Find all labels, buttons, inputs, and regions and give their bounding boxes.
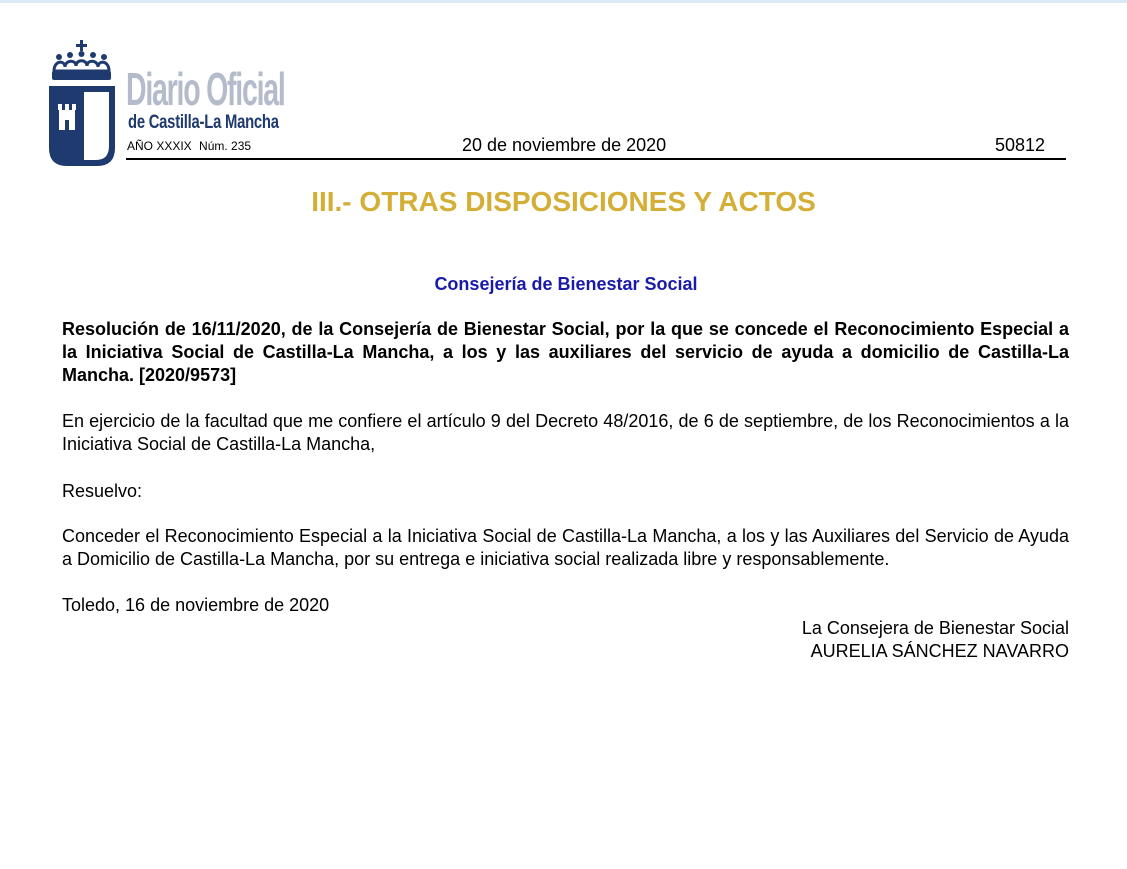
signer-position: La Consejera de Bienestar Social: [801, 618, 1069, 638]
publication-date: 20 de noviembre de 2020: [462, 135, 667, 155]
logo-title: Diario Oficial: [126, 63, 285, 115]
resolution-title: Resolución de 16/11/2020, de la Consejería de Bienestar Social, por la que se concede el Reconocimiento Especial a la Iniciativa Social de Castilla-La Mancha, a los y las auxiliares del servicio de ayuda a domicilio de Castilla-La Mancha. [2020/9573]: [62, 319, 1069, 385]
logo-subtitle: de Castilla-La Mancha: [128, 112, 279, 133]
signer-name: AURELIA SÁNCHEZ NAVARRO: [810, 641, 1069, 661]
place-date: Toledo, 16 de noviembre de 2020: [62, 595, 330, 615]
header-rule: [126, 158, 1066, 160]
signature-block: [600, 617, 1069, 663]
issue-number: Núm. 235: [199, 139, 252, 153]
decision-paragraph: Conceder el Reconocimiento Especial a la Iniciativa Social de Castilla-La Mancha, a los y las Auxiliares del Servicio de Ayuda a Domicilio de Castilla-La Mancha, por su entrega e iniciativa social realizada libre y responsablemente.: [62, 526, 1069, 569]
coat-of-arms-icon: [46, 40, 118, 168]
issue-info: [127, 139, 255, 153]
page-number: 50812: [995, 135, 1046, 155]
resuelvo-label: Resuelvo:: [62, 481, 143, 501]
intro-paragraph: En ejercicio de la facultad que me confiere el artículo 9 del Decreto 48/2016, de 6 de septiembre, de los Reconocimientos a la Iniciativa Social de Castilla-La Mancha,: [62, 411, 1069, 454]
year-label: AÑO XXXIX: [127, 139, 192, 153]
section-heading: III.- OTRAS DISPOSICIONES Y ACTOS: [311, 186, 816, 217]
department-heading: Consejería de Bienestar Social: [434, 274, 698, 294]
top-border: [0, 0, 1127, 3]
